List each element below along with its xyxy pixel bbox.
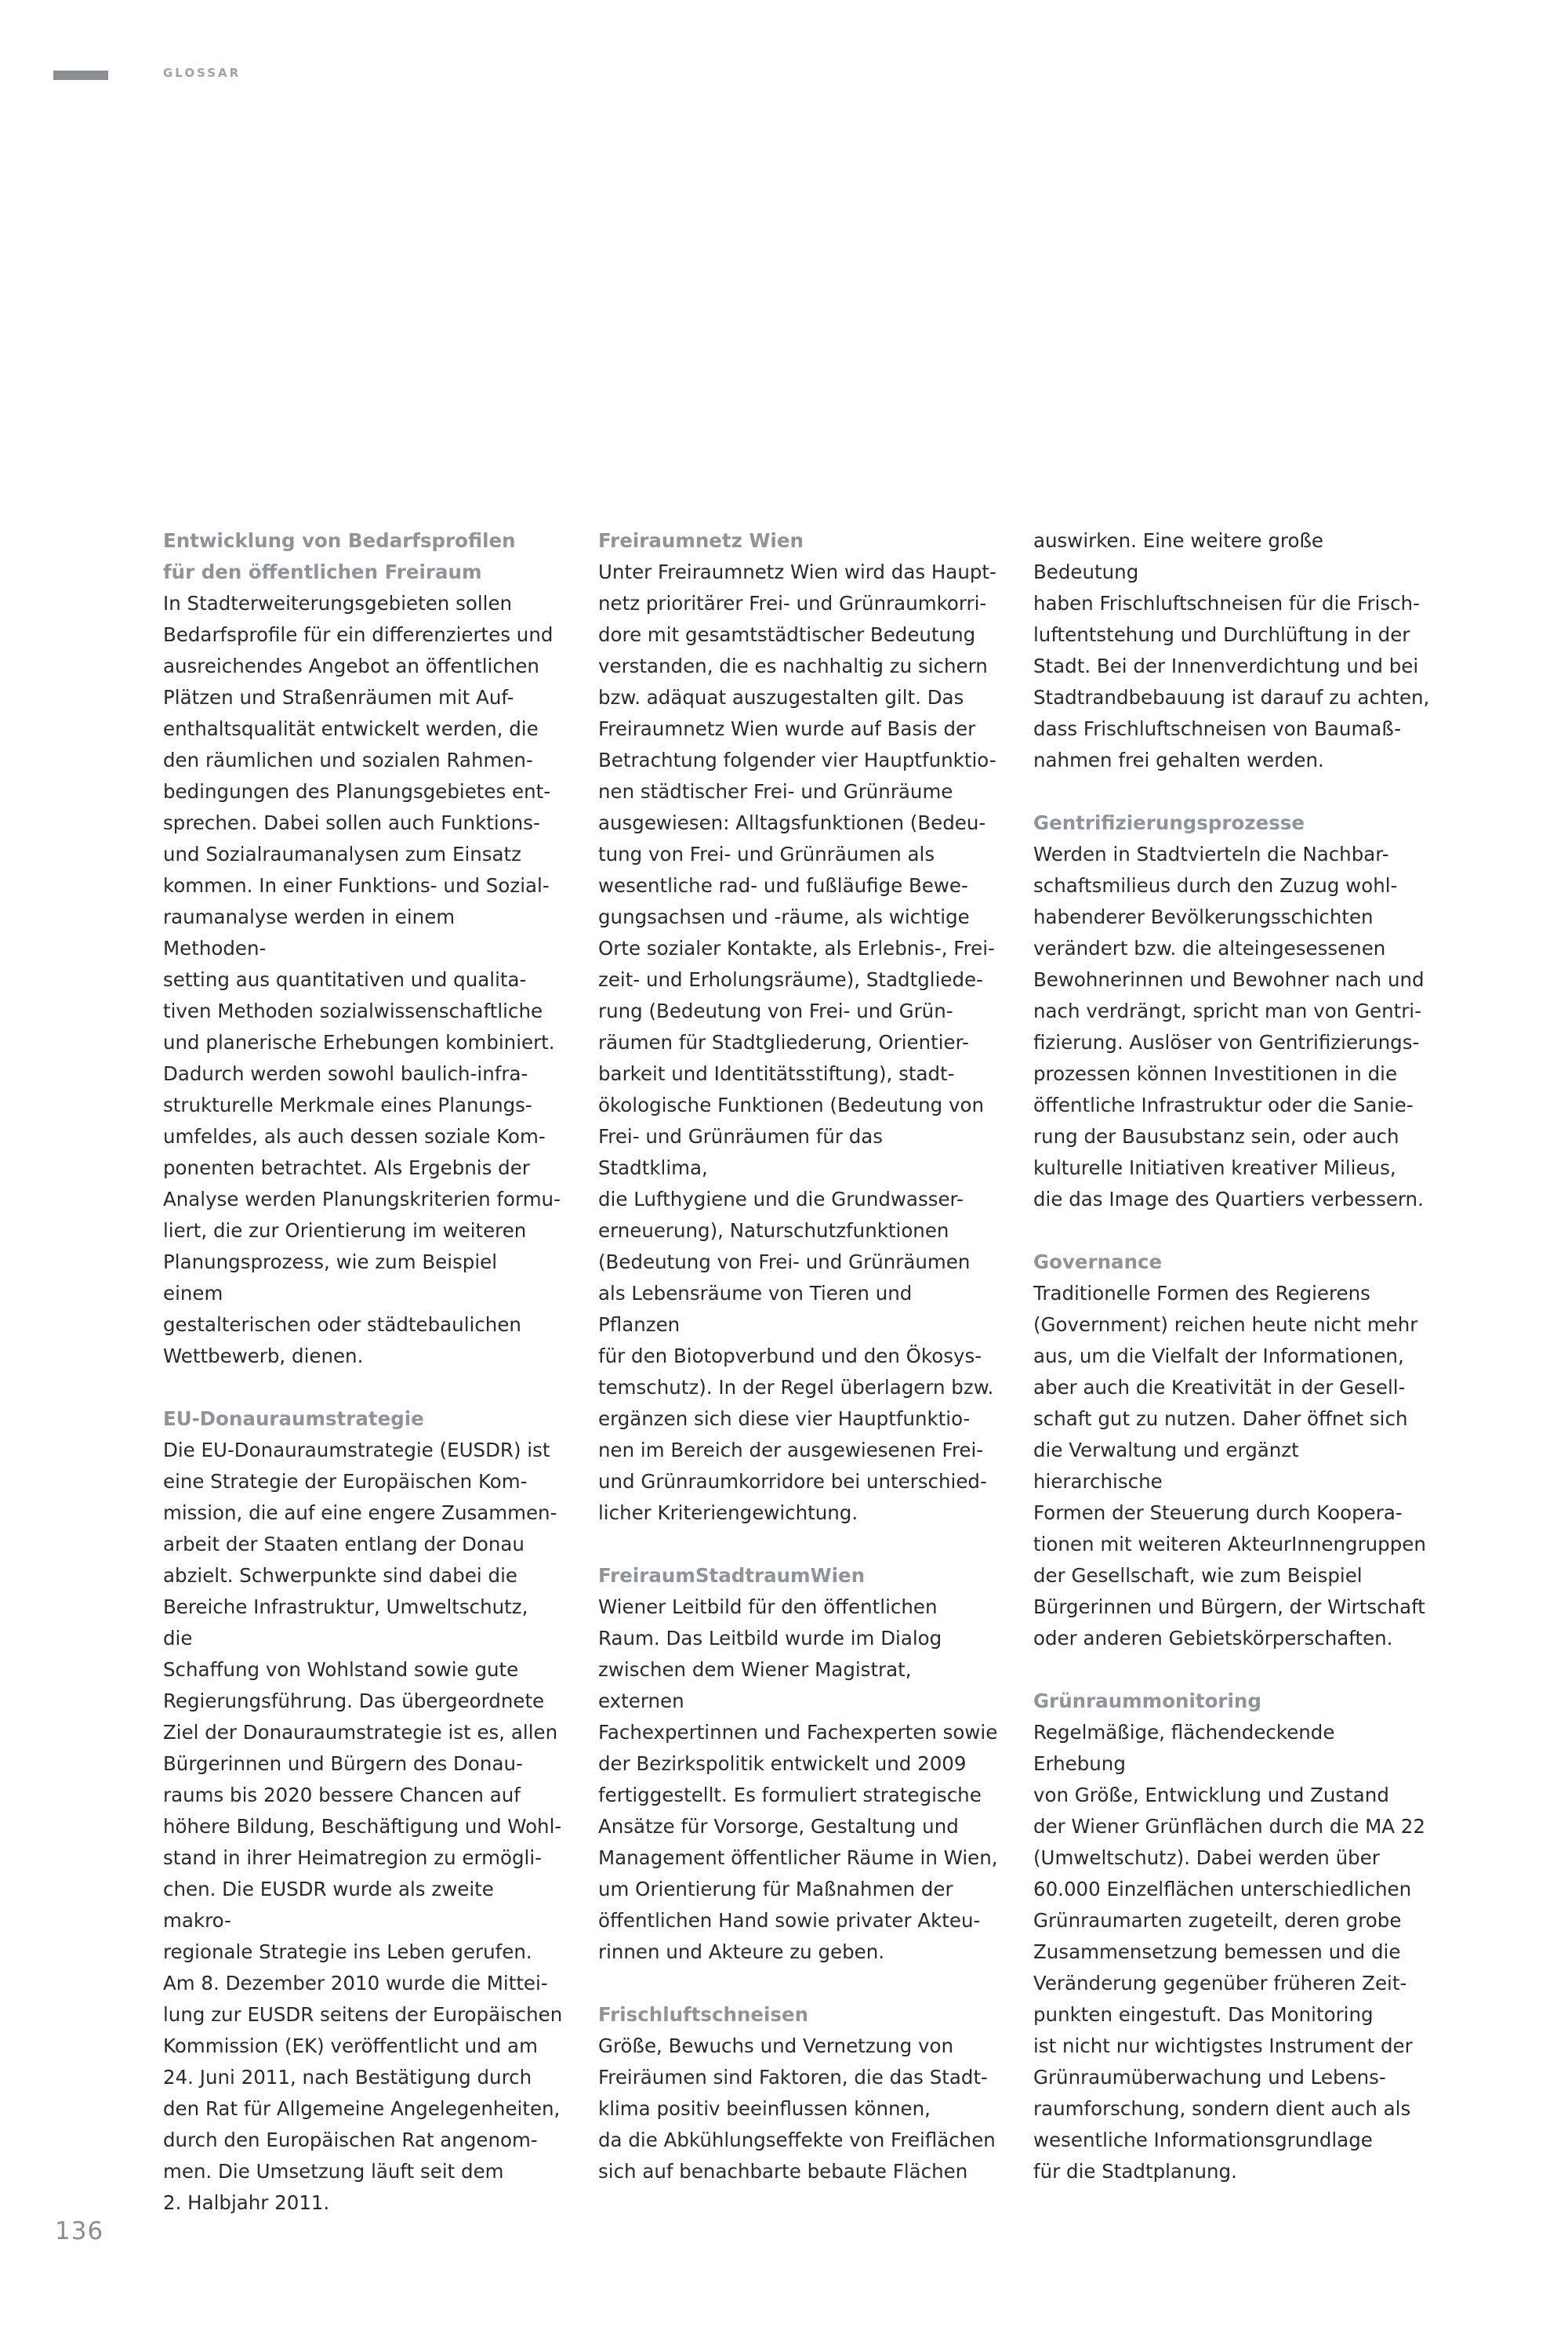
entry-text-line: Bedarfsprofile für ein differenziertes und [163, 623, 554, 646]
entry-text-line: lung zur EUSDR seitens der Europäischen [163, 2003, 563, 2026]
glossary-entry [1033, 1247, 1433, 1654]
entry-text-line: Wettbewerb, dienen. [163, 1345, 364, 1367]
entry-text [163, 1435, 563, 2219]
entry-text-line: Management öffentlicher Räume in Wien, [598, 1846, 998, 1869]
entry-text-line: Traditionelle Formen des Regierens [1033, 1282, 1370, 1305]
entry-text-line: Werden in Stadtvierteln die Nachbar- [1033, 843, 1389, 866]
entry-text-line: dass Frischluftschneisen von Baumaß- [1033, 717, 1402, 740]
entry-text-line: Größe, Bewuchs und Vernetzung von [598, 2034, 954, 2057]
glossary-entry [163, 1403, 563, 2219]
entry-text-line: auswirken. Eine weitere große Bedeutung [1033, 529, 1323, 583]
entry-text-line: bedingungen des Planungsgebietes ent- [163, 780, 551, 803]
glossary-entry [1033, 1686, 1433, 2187]
entry-title-line: Entwicklung von Bedarfsprofilen [163, 529, 516, 552]
entry-text-line: haben Frischluftschneisen für die Frisch- [1033, 592, 1420, 615]
entry-text-line: verändert bzw. die alteingesessenen [1033, 937, 1386, 960]
entry-text [1033, 1717, 1433, 2187]
glossary-entry [163, 525, 563, 1372]
entry-text-line: arbeit der Staaten entlang der Donau [163, 1533, 524, 1555]
entry-text-line: räumen für Stadtgliederung, Orientier- [598, 1031, 969, 1054]
entry-text-line: Kommission (EK) veröffentlicht und am [163, 2034, 538, 2057]
entry-text-line: aber auch die Kreativität in der Gesell- [1033, 1376, 1406, 1399]
entry-text-line: ausreichendes Angebot an öffentlichen [163, 655, 539, 677]
entry-text-line: tionen mit weiteren AkteurInnengruppen [1033, 1533, 1426, 1555]
entry-text-line: klima positiv beeinflussen können, [598, 2097, 931, 2120]
column-1 [163, 525, 563, 2250]
entry-text-line: Bürgerinnen und Bürgern des Donau- [163, 1752, 523, 1775]
entry-text-line: öffentliche Infrastruktur oder die Sanie- [1033, 1094, 1414, 1116]
entry-text-line: gestalterischen oder städtebaulichen [163, 1313, 521, 1336]
entry-text-line: Analyse werden Planungskriterien formu- [163, 1188, 561, 1210]
entry-text-line: schaftsmilieus durch den Zuzug wohl- [1033, 874, 1398, 897]
entry-title-line: Governance [1033, 1250, 1163, 1273]
entry-text-line: Fachexpertinnen und Fachexperten sowie [598, 1721, 998, 1744]
entry-text-line: nach verdrängt, spricht man von Gentri- [1033, 1000, 1421, 1022]
entry-text-line: schaft gut zu nutzen. Daher öffnet sich [1033, 1407, 1408, 1430]
entry-text-line: und planerische Erhebungen kombiniert. [163, 1031, 555, 1054]
entry-text-line: da die Abkühlungseffekte von Freiflächen [598, 2129, 996, 2151]
entry-text-line: chen. Die EUSDR wurde als zweite makro- [163, 1878, 494, 1932]
entry-text-line: rung (Bedeutung von Frei- und Grün- [598, 1000, 953, 1022]
entry-text-line: (Government) reichen heute nicht mehr [1033, 1313, 1418, 1336]
entry-text [1033, 525, 1433, 776]
entry-text-line: zeit- und Erholungsräume), Stadtgliede- [598, 968, 983, 991]
entry-text-line: Betrachtung folgender vier Hauptfunktio- [598, 749, 996, 771]
entry-text-line: ponenten betrachtet. Als Ergebnis der [163, 1156, 530, 1179]
entry-text-line: Regelmäßige, flächendeckende Erhebung [1033, 1721, 1335, 1775]
entry-text-line: men. Die Umsetzung läuft seit dem [163, 2160, 504, 2183]
entry-text-line: ökologische Funktionen (Bedeutung von [598, 1094, 984, 1116]
glossary-entry [1033, 525, 1433, 776]
column-2 [598, 525, 998, 2219]
entry-title [1033, 1247, 1433, 1278]
entry-text-line: habenderer Bevölkerungsschichten [1033, 906, 1374, 928]
entry-text-line: kommen. In einer Funktions- und Sozial- [163, 874, 550, 897]
entry-text-line: Frei- und Grünräumen für das Stadtklima, [598, 1125, 884, 1179]
entry-text-line: tung von Frei- und Grünräumen als [598, 843, 935, 866]
entry-text-line: Ziel der Donauraumstrategie ist es, allen [163, 1721, 558, 1744]
entry-text-line: die Verwaltung und ergänzt hierarchische [1033, 1439, 1299, 1493]
entry-title-line: Grünraummonitoring [1033, 1690, 1261, 1712]
entry-text-line: regionale Strategie ins Leben gerufen. [163, 1940, 532, 1963]
entry-text-line: Unter Freiraumnetz Wien wird das Haupt- [598, 561, 996, 583]
entry-text-line: nahmen frei gehalten werden. [1033, 749, 1324, 771]
entry-text-line: Planungsprozess, wie zum Beispiel einem [163, 1250, 498, 1305]
entry-text-line: In Stadterweiterungsgebieten sollen [163, 592, 513, 615]
entry-text-line: licher Kriteriengewichtung. [598, 1501, 858, 1524]
entry-title-line: Frischluftschneisen [598, 2003, 809, 2026]
entry-text-line: Ansätze für Vorsorge, Gestaltung und [598, 1815, 959, 1838]
entry-title-line: Freiraumnetz Wien [598, 529, 804, 552]
entry-text [598, 557, 998, 1529]
entry-text-line: punkten eingestuft. Das Monitoring [1033, 2003, 1374, 2026]
entry-text-line: netz prioritärer Frei- und Grünraumkorri- [598, 592, 987, 615]
entry-text-line: strukturelle Merkmale eines Planungs- [163, 1094, 532, 1116]
entry-text-line: für die Stadtplanung. [1033, 2160, 1237, 2183]
entry-text-line: fertiggestellt. Es formuliert strategische [598, 1784, 982, 1806]
entry-text-line: durch den Europäischen Rat angenom- [163, 2129, 538, 2151]
entry-text-line: ergänzen sich diese vier Hauptfunktio- [598, 1407, 971, 1430]
entry-title-line: Gentrifizierungsprozesse [1033, 811, 1305, 834]
entry-text-line: Orte sozialer Kontakte, als Erlebnis-, Frei- [598, 937, 995, 960]
entry-text-line: Plätzen und Straßenräumen mit Auf- [163, 686, 514, 709]
entry-text-line: Am 8. Dezember 2010 wurde die Mittei- [163, 1972, 548, 1994]
entry-text-line: die Lufthygiene und die Grundwasser- [598, 1188, 964, 1210]
entry-text-line: gungsachsen und -räume, als wichtige [598, 906, 970, 928]
entry-text-line: enthaltsqualität entwickelt werden, die [163, 717, 539, 740]
entry-text-line: zwischen dem Wiener Magistrat, externen [598, 1658, 912, 1712]
entry-text-line: eine Strategie der Europäischen Kom- [163, 1470, 528, 1493]
entry-text-line: den Rat für Allgemeine Angelegenheiten, [163, 2097, 561, 2120]
entry-text-line: umfeldes, als auch dessen soziale Kom- [163, 1125, 546, 1148]
entry-text-line: höhere Bildung, Beschäftigung und Wohl- [163, 1815, 562, 1838]
page-number: 136 [55, 2217, 104, 2245]
entry-text-line: abzielt. Schwerpunkte sind dabei die [163, 1564, 517, 1587]
entry-text-line: oder anderen Gebietskörperschaften. [1033, 1627, 1393, 1650]
entry-title-line: EU-Donauraumstrategie [163, 1407, 424, 1430]
glossary-entry [598, 1560, 998, 1968]
entry-text-line: luftentstehung und Durchlüftung in der [1033, 623, 1410, 646]
entry-text-line: öffentlichen Hand sowie privater Akteu- [598, 1909, 981, 1932]
entry-text-line: Grünraumarten zugeteilt, deren grobe [1033, 1909, 1402, 1932]
entry-text-line: Wiener Leitbild für den öffentlichen [598, 1595, 938, 1618]
entry-text-line: (Bedeutung von Frei- und Grünräumen [598, 1250, 971, 1273]
entry-text-line: aus, um die Vielfalt der Informationen, [1033, 1345, 1404, 1367]
entry-text-line: und Sozialraumanalysen zum Einsatz [163, 843, 522, 866]
entry-text-line: sprechen. Dabei sollen auch Funktions- [163, 811, 540, 834]
entry-text-line: rinnen und Akteure zu geben. [598, 1940, 885, 1963]
entry-text-line: Bereiche Infrastruktur, Umweltschutz, die [163, 1595, 528, 1650]
entry-title-line: FreiraumStadtraumWien [598, 1564, 866, 1587]
entry-title [163, 525, 563, 588]
entry-text-line: Bürgerinnen und Bürgern, der Wirtschaft [1033, 1595, 1425, 1618]
entry-text-line: Regierungsführung. Das übergeordnete [163, 1690, 545, 1712]
entry-text-line: 24. Juni 2011, nach Bestätigung durch [163, 2066, 532, 2089]
entry-text-line: fizierung. Auslöser von Gentrifizierungs- [1033, 1031, 1420, 1054]
entry-text-line: Stadt. Bei der Innenverdichtung und bei [1033, 655, 1419, 677]
entry-text-line: von Größe, Entwicklung und Zustand [1033, 1784, 1389, 1806]
entry-text-line: nen im Bereich der ausgewiesenen Frei- [598, 1439, 984, 1461]
entry-text-line: der Gesellschaft, wie zum Beispiel [1033, 1564, 1363, 1587]
column-3 [1033, 525, 1433, 2219]
entry-title [163, 1403, 563, 1435]
entry-text-line: raumanalyse werden in einem Methoden- [163, 906, 456, 960]
entry-text-line: um Orientierung für Maßnahmen der [598, 1878, 953, 1900]
entry-text-line: 60.000 Einzelflächen unterschiedlichen [1033, 1878, 1412, 1900]
entry-text-line: Zusammensetzung bemessen und die [1033, 1940, 1401, 1963]
entry-text-line: ist nicht nur wichtigstes Instrument der [1033, 2034, 1413, 2057]
entry-text-line: Formen der Steuerung durch Koopera- [1033, 1501, 1403, 1524]
entry-title [598, 1999, 998, 2031]
entry-text-line: raums bis 2020 bessere Chancen auf [163, 1784, 521, 1806]
entry-text-line: stand in ihrer Heimatregion zu ermögli- [163, 1846, 542, 1869]
entry-text-line: die das Image des Quartiers verbessern. [1033, 1188, 1424, 1210]
entry-text-line: Raum. Das Leitbild wurde im Dialog [598, 1627, 942, 1650]
entry-title-line: für den öffentlichen Freiraum [163, 561, 482, 583]
entry-text [1033, 839, 1433, 1215]
entry-text-line: liert, die zur Orientierung im weiteren [163, 1219, 527, 1242]
entry-text-line: 2. Halbjahr 2011. [163, 2191, 330, 2214]
entry-title [598, 1560, 998, 1592]
entry-text [598, 1592, 998, 1968]
entry-text-line: nen städtischer Frei- und Grünräume [598, 780, 953, 803]
section-label: GLOSSAR [163, 66, 241, 80]
entry-text-line: mission, die auf eine engere Zusammen- [163, 1501, 557, 1524]
entry-title [598, 525, 998, 557]
entry-text-line: Grünraumüberwachung und Lebens- [1033, 2066, 1386, 2089]
entry-text-line: für den Biotopverbund und den Ökosys- [598, 1345, 982, 1367]
entry-text-line: Schaffung von Wohlstand sowie gute [163, 1658, 519, 1681]
glossary-entry [598, 525, 998, 1529]
entry-text-line: barkeit und Identitätsstiftung), stadt- [598, 1062, 955, 1085]
entry-text-line: verstanden, die es nachhaltig zu sichern [598, 655, 988, 677]
entry-title [1033, 808, 1433, 839]
entry-text-line: Die EU-Donauraumstrategie (EUSDR) ist [163, 1439, 550, 1461]
entry-text-line: und Grünraumkorridore bei unterschied- [598, 1470, 987, 1493]
entry-text-line: rung der Bausubstanz sein, oder auch [1033, 1125, 1399, 1148]
entry-text-line: dore mit gesamtstädtischer Bedeutung [598, 623, 976, 646]
glossary-entry [598, 1999, 998, 2187]
entry-text-line: Freiraumnetz Wien wurde auf Basis der [598, 717, 976, 740]
entry-text-line: raumforschung, sondern dient auch als [1033, 2097, 1411, 2120]
entry-text [598, 2031, 998, 2187]
entry-text-line: wesentliche Informationsgrundlage [1033, 2129, 1373, 2151]
entry-text [1033, 1278, 1433, 1654]
entry-text-line: Veränderung gegenüber früheren Zeit- [1033, 1972, 1407, 1994]
entry-text-line: tiven Methoden sozialwissenschaftliche [163, 1000, 543, 1022]
entry-title [1033, 1686, 1433, 1717]
entry-text-line: prozessen können Investitionen in die [1033, 1062, 1398, 1085]
entry-text-line: Dadurch werden sowohl baulich-infra- [163, 1062, 528, 1085]
entry-text-line: temschutz). In der Regel überlagern bzw. [598, 1376, 994, 1399]
entry-text-line: kulturelle Initiativen kreativer Milieus, [1033, 1156, 1396, 1179]
entry-text-line: Freiräumen sind Faktoren, die das Stadt- [598, 2066, 988, 2089]
entry-text-line: Stadtrandbebauung ist darauf zu achten, [1033, 686, 1430, 709]
entry-text-line: setting aus quantitativen und qualita- [163, 968, 527, 991]
header-bar [53, 71, 108, 80]
entry-text-line: als Lebensräume von Tieren und Pflanzen [598, 1282, 913, 1336]
entry-text-line: der Wiener Grünflächen durch die MA 22 [1033, 1815, 1425, 1838]
entry-text-line: erneuerung), Naturschutzfunktionen [598, 1219, 949, 1242]
entry-text-line: wesentliche rad- und fußläufige Bewe- [598, 874, 968, 897]
entry-text-line: bzw. adäquat auszugestalten gilt. Das [598, 686, 964, 709]
entry-text-line: Bewohnerinnen und Bewohner nach und [1033, 968, 1425, 991]
entry-text-line: sich auf benachbarte bebaute Flächen [598, 2160, 968, 2183]
entry-text [163, 588, 563, 1372]
entry-text-line: (Umweltschutz). Dabei werden über [1033, 1846, 1380, 1869]
entry-text-line: der Bezirkspolitik entwickelt und 2009 [598, 1752, 967, 1775]
entry-text-line: den räumlichen und sozialen Rahmen- [163, 749, 533, 771]
glossary-entry [1033, 808, 1433, 1215]
entry-text-line: ausgewiesen: Alltagsfunktionen (Bedeu- [598, 811, 986, 834]
